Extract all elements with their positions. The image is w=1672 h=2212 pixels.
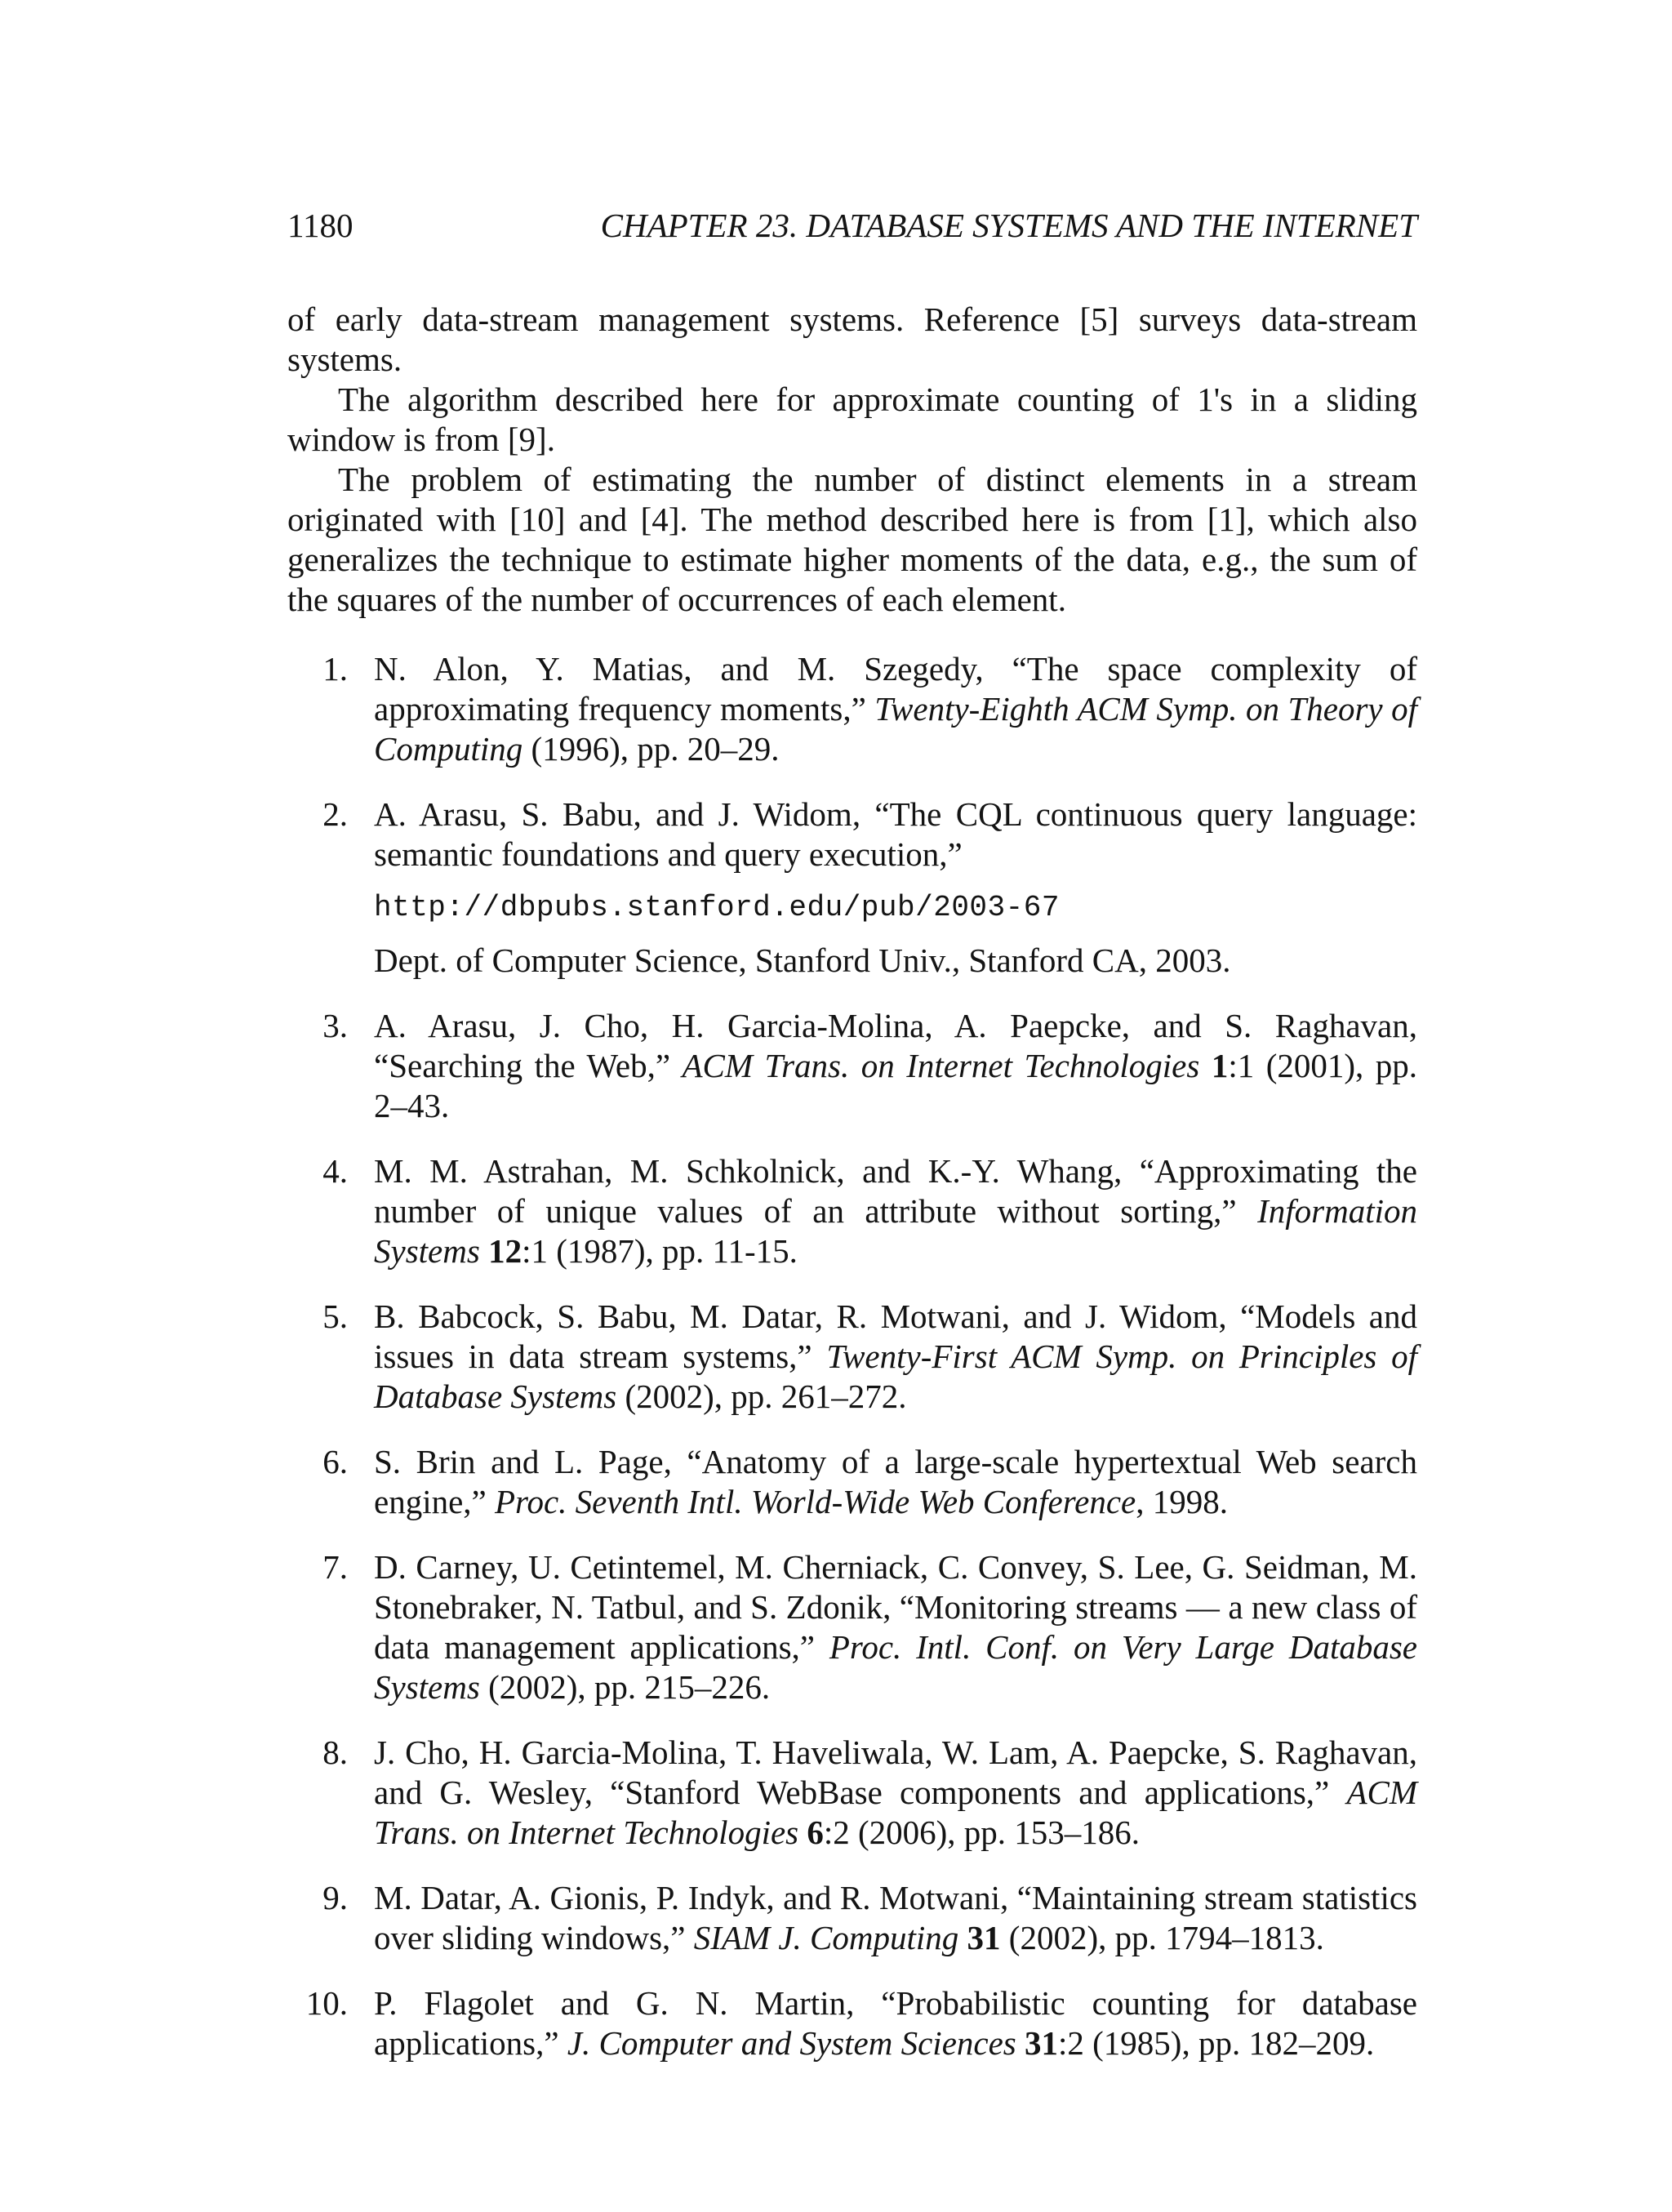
reference-number: 10. [305,1984,348,2022]
reference-venue: Twenty-Eighth ACM Symp. on Theory of Computing [374,690,1417,768]
reference-venue: Proc. Intl. Conf. on Very Large Database Systems [374,1628,1417,1706]
running-head: CHAPTER 23. DATABASE SYSTEMS AND THE INTERNET [600,207,1417,244]
paragraph-2: The algorithm described here for approximate counting of 1's in a sliding window is from [9]. [287,381,1417,458]
reference-venue: SIAM J. Computing [693,1919,959,1956]
reference-text: A. Arasu, S. Babu, and J. Widom, “The CQL continuous query language: semantic foundations and query execution,” [374,795,1417,873]
book-page [287,0,1417,2212]
reference-item [287,1733,1417,1853]
reference-number: 4. [322,1152,348,1190]
reference-text: A. Arasu, J. Cho, H. Garcia-Molina, A. Paepcke, and S. Raghavan, “Searching the Web,” [374,1007,1417,1084]
reference-venue: ACM Trans. on Internet Technologies [374,1774,1417,1851]
reference-text: P. Flagolet and G. N. Martin, “Probabilistic counting for database applications,” [374,1984,1417,2062]
reference-item [287,1297,1417,1417]
reference-details: (2002), pp. 261–272. [616,1377,907,1415]
paragraph-3: The problem of estimating the number of distinct elements in a stream originated with [10] and [4]. The method described here is from [1], which also generalizes the technique to estimate higher moments of the data, e.g., the sum of the squares of the number of occurrences of each element. [287,461,1417,618]
reference-details: (2002), pp. 1794–1813. [1000,1919,1324,1956]
reference-volume: 1 [1211,1047,1229,1084]
reference-venue: Twenty-First ACM Symp. on Principles of Database Systems [374,1337,1417,1415]
reference-publisher: Dept. of Computer Science, Stanford Univ., Stanford CA, 2003. [374,941,1231,979]
reference-item [287,1983,1417,2063]
reference-volume: 12 [488,1232,522,1270]
reference-item [287,1878,1417,1958]
paragraph-1: of early data-stream management systems. Reference [5] surveys data-stream systems. [287,300,1417,378]
reference-number: 7. [322,1548,348,1586]
reference-number: 5. [322,1297,348,1335]
reference-number: 3. [322,1007,348,1044]
reference-item [287,794,1417,981]
reference-venue: Information Systems [374,1192,1417,1270]
reference-item [287,1442,1417,1522]
reference-details: :2 (1985), pp. 182–209. [1058,2024,1375,2062]
reference-text: M. M. Astrahan, M. Schkolnick, and K.-Y. Whang, “Approximating the number of unique values of an attribute without sorting,” [374,1152,1417,1230]
reference-details: (2002), pp. 215–226. [479,1668,771,1706]
reference-item [287,1151,1417,1271]
reference-details: :1 (1987), pp. 11-15. [522,1232,798,1270]
reference-venue: Proc. Seventh Intl. World-Wide Web Conference [494,1483,1136,1520]
reference-number: 8. [322,1734,348,1771]
reference-text: N. Alon, Y. Matias, and M. Szegedy, “The space complexity of approximating frequency moments,” [374,650,1417,728]
reference-item [287,1006,1417,1126]
reference-volume: 31 [1025,2024,1058,2062]
reference-venue: J. Computer and System Sciences [567,2024,1016,2062]
reference-number: 1. [322,650,348,688]
reference-text: J. Cho, H. Garcia-Molina, T. Haveliwala, W. Lam, A. Paepcke, S. Raghavan, and G. Wesley, “Stanford WebBase components and applications,” [374,1734,1417,1811]
reference-text: B. Babcock, S. Babu, M. Datar, R. Motwani, and J. Widom, “Models and issues in data stream systems,” [374,1297,1417,1375]
reference-url[interactable]: http://dbpubs.stanford.edu/pub/2003-67 [374,891,1060,924]
reference-number: 6. [322,1443,348,1480]
reference-item [287,649,1417,769]
reference-details: (1996), pp. 20–29. [522,730,780,768]
reference-volume: 6 [807,1814,824,1851]
reference-text: S. Brin and L. Page, “Anatomy of a large-scale hypertextual Web search engine,” [374,1443,1417,1520]
reference-volume: 31 [967,1919,1001,1956]
reference-details: , 1998. [1136,1483,1229,1520]
reference-number: 9. [322,1879,348,1916]
body-text [287,300,1417,620]
reference-venue: ACM Trans. on Internet Technologies [682,1047,1200,1084]
reference-number: 2. [322,795,348,833]
reference-text: M. Datar, A. Gionis, P. Indyk, and R. Motwani, “Maintaining stream statistics over sliding windows,” [374,1879,1417,1956]
reference-details: :2 (2006), pp. 153–186. [823,1814,1141,1851]
page-number: 1180 [287,207,354,244]
page-header [287,201,1417,250]
reference-details: :1 (2001), pp. 2–43. [374,1047,1417,1124]
reference-list [287,649,1417,2089]
reference-text: D. Carney, U. Cetintemel, M. Cherniack, C. Convey, S. Lee, G. Seidman, M. Stonebraker, N. Tatbul, and S. Zdonik, “Monitoring streams — a new class of data management applications,” [374,1548,1417,1666]
reference-item [287,1547,1417,1707]
